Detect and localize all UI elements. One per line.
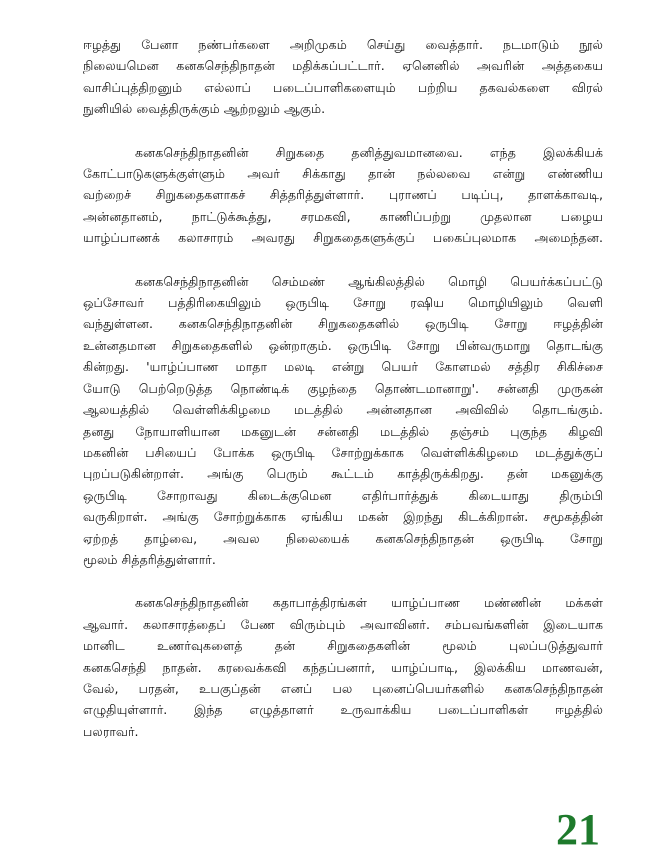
paragraph-4 [83,592,603,742]
paragraph-line: கோட்பாடுகளுக்குள்ளும் அவர் சிக்காது தான் நல்லவை என்று எண்ணிய [83,166,603,182]
paragraph-line: வந்துள்ளன. கனகசெந்திநாதனின் சிறுகதைகளில் ஒருபிடி சோறு ஈழத்தின் [83,316,603,332]
paragraph-2 [83,142,603,249]
page-number: 21 [556,805,600,854]
paragraph-line: நிலையமென கனகசெந்திநாதன் மதிக்கப்பட்டார். ஏனெனில் அவரின் அத்தகைய [83,58,603,74]
paragraph-line: எழுதியுள்ளார். இந்த எழுத்தாளர் உருவாக்கிய படைப்பாளிகள் ஈழத்தில் [83,702,603,718]
paragraph-line: கின்றது. 'யாழ்ப்பாண மாதா மலடி என்று பெயர் கோளமல் சத்திர சிகிச்சை [83,359,603,375]
paragraph-line: ஆவார். கலாசாரத்தைப் பேண விரும்பும் அவாவினர். சம்பவங்களின் இடையாக [83,616,603,632]
paragraph-line: ஒருபிடி சோறாவது கிடைக்குமென எதிர்பார்த்துக் கிடையாது திரும்பி [83,487,603,503]
paragraph-line: ஏற்றத் தாழ்வை, அவல நிலையைக் கனகசெந்திநாதன் ஒருபிடி சோறு [83,530,603,546]
paragraph-line: யாழ்ப்பாணக் கலாசாரம் அவரது சிறுகதைகளுக்குப் பகைப்புலமாக அமைந்தன. [83,230,603,246]
paragraph-line: ஒப்சோவர் பத்திரிகையிலும் ஒருபிடி சோறு ரஷிய மொழியிலும் வெளி [83,295,603,311]
paragraph-line: வற்றைச் சிறுகதைகளாகச் சித்தரித்துள்ளார். புராணப் படிப்பு, தாளக்காவடி, [83,187,603,203]
paragraph-line: மூலம் சித்தரித்துள்ளார். [83,551,216,567]
paragraph-line: வருகிறாள். அங்கு சோற்றுக்காக ஏங்கிய மகன் இறந்து கிடக்கிறான். சமூகத்தின் [83,509,603,525]
paragraph-line: ஈழத்து பேனா நண்பர்களை அறிமுகம் செய்து வைத்தார். நடமாடும் நூல் [83,37,603,52]
paragraph-line: நுனியில் வைத்திருக்கும் ஆற்றலும் ஆகும். [83,101,326,117]
paragraph-line: பலராவர். [83,723,139,739]
paragraph-line: யோடு பெற்றெடுத்த நொண்டிக் குழந்தை தொண்டமானாறு'. சன்னதி முருகன் [83,380,603,396]
paragraph-line: கனகசெந்திநாதனின் செம்மண் ஆங்கிலத்தில் மொழி பெயர்க்கப்பட்டு [135,273,603,289]
paragraph-line: வேல், பரதன், உபகுப்தன் எனப் பல புனைப்பெயர்களில் கனகசெந்திநாதன் [83,680,603,696]
paragraph-line: புறப்படுகின்றாள். அங்கு பெரும் கூட்டம் காத்திருக்கிறது. தன் மகனுக்கு [83,466,603,482]
paragraph-line: வாசிப்புத்திறனும் எல்லாப் படைப்பாளிகளையும் பற்றிய தகவல்களை விரல் [83,79,603,95]
paragraph-line: கனகசெந்தி நாதன். கரவைக்கவி கந்தப்பனார், யாழ்ப்பாடி, இலக்கிய மாணவன், [83,659,603,675]
paragraph-1 [83,34,603,120]
paragraph-line: கனகசெந்திநாதனின் சிறுகதை தனித்துவமானவை. எந்த இலக்கியக் [135,144,603,160]
paragraph-line: ஆலயத்தில் வெள்ளிக்கிழமை மடத்தில் அன்னதான அவிவில் தொடங்கும். [83,402,603,418]
paragraph-line: உன்னதமான சிறுகதைகளில் ஒன்றாகும். ஒருபிடி சோறு பின்வருமாறு தொடங்கு [83,337,603,353]
page-body [83,34,603,764]
paragraph-line: தனது நோயாளியான மகனுடன் சன்னதி மடத்தில் தஞ்சம் புகுந்த கிழவி [83,423,603,439]
paragraph-3 [83,271,603,571]
paragraph-line: அன்னதானம், நாட்டுக்கூத்து, சரமகவி, காணிப்பற்று முதலான பழைய [83,208,603,224]
paragraph-line: மகனின் பசியைப் போக்க ஒருபிடி சோற்றுக்காக வெள்ளிக்கிழமை மடத்துக்குப் [83,444,603,460]
paragraph-line: கனகசெந்திநாதனின் கதாபாத்திரங்கள் யாழ்ப்பாண மண்ணின் மக்கள் [135,595,603,611]
paragraph-line: மானிட உணர்வுகளைத் தன் சிறுகதைகளின் மூலம் புலப்படுத்துவார் [83,638,603,654]
